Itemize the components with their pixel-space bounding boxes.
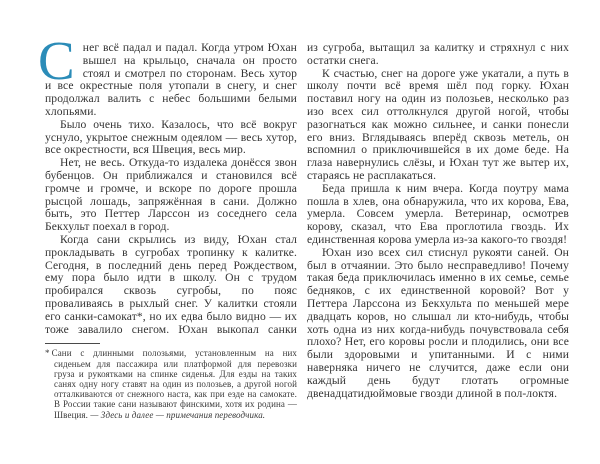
- right-column: [307, 42, 569, 400]
- paragraph: Беда пришла к ним вчера. Когда поутру мама пошла в хлев, она обнаружила, что их корова, Ева, умерла. Совсем умерла. Ветеринар, осмотрев корову, сказал, что Ева проглотила гвоздь. Их единственная корова умерла из-за какого-то гвоздя!: [307, 181, 569, 246]
- footnote-body: [45, 348, 297, 419]
- drop-cap: С: [38, 30, 75, 91]
- footnote: [45, 343, 297, 419]
- paragraph: Нет, не весь. Откуда-то издалека донёсся звон бубенцов. Он приближался и становился всё громче и громче, и вскоре по дороге прошла рысцой лошадь, запряжённая в сани. Должно быть, это Петтер Ларссон из соседнего села Бекхульт поехал в город.: [45, 156, 297, 234]
- paragraph: Было очень тихо. Казалось, что всё вокруг уснуло, укрытое снежным одеялом — весь хутор, все окрестности, вся Швеция, весь мир.: [45, 117, 297, 157]
- left-column: [38, 30, 297, 420]
- paragraph: Когда сани скрылись из виду, Юхан стал прокладывать в сугробах тропинку к калитке. Сегодня, в последний день перед Рождеством, ему пора было идти в школу. Он с трудом пробирался сквозь сугробы, по пояс проваливаясь в рыхлый снег. У калитки стояли его санки-самокат*, но их едва было видно — их тоже завалило снегом. Юхан выкопал санки: [45, 232, 297, 336]
- opening-paragraph: [38, 30, 297, 119]
- paragraph: К счастью, снег на дороге уже укатали, а путь в школу почти всё время шёл под горку. Юхан поставил ногу на один из полозьев, несколько раз изо всех сил оттолкнулся другой ногой, чтобы разогнаться как можно сильнее, и санки понесли его вниз. Вглядываясь вперёд сквозь метель, он вспомнил о приключившейся в их доме беде. На глаза навернулись слёзы, и Юхан тут же вытер их, стараясь не расплакаться.: [307, 66, 569, 182]
- paragraph: Юхан изо всех сил стиснул рукояти саней. Он был в отчаянии. Это было несправедливо! Почему такая беда приключилась именно в их семье, семье бедняков, с их единственной коровой? Вот у Петтера Ларссона из Бекхульта по меньшей мере двадцать коров, но слышал ли кто-нибудь, чтобы хоть одна из них когда-нибудь почувствовала себя плохо? Нет, его коровы росли и плодились, они все были здоровыми и упитанными. И с ними наверняка ничего не случится, даже если они каждый день будут глотать огромные двенадцатидюймовые гвозди длиной в пол-локтя.: [307, 245, 569, 400]
- footnote-rule: [45, 343, 100, 344]
- footnote-text: Сани с длинными полозьями, установленным на них сиденьем для пассажира или платформой для перевозки груза и рукоятками на спинке сиденья. Для езды на таких санях одну ногу ставят на один из полозьев, а другой ногой отталкиваются от снежного наста, как при езде на самокате. В России такие сани называют финскими, хотя их родина — Швеция.: [51, 348, 297, 420]
- footnote-translator-note: — Здесь и далее — примечания переводчика.: [88, 409, 266, 420]
- footnote-marker: *: [45, 348, 50, 359]
- continuation-paragraph: из сугроба, вытащил за калитку и стряхнул с них остатки снега.: [307, 41, 569, 67]
- opening-paragraph-text: нег всё падал и падал. Когда утром Юхан вышел на крыльцо, сначала он просто стоял и смотрел по сторонам. Весь хутор и все окрестные поля утопали в снегу, и снег продолжал валить с небес большими белыми хлопьями.: [45, 41, 297, 118]
